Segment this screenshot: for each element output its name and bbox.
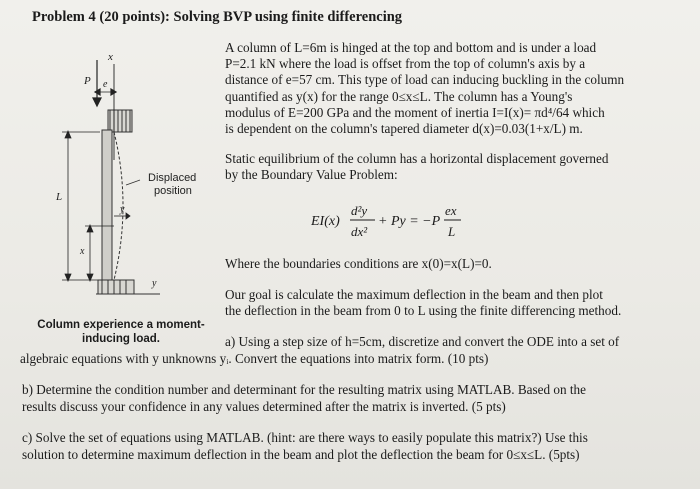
label-L: L [56,191,63,203]
intro-line: modulus of E=200 GPa and the moment of inertia I=I(x)= πd⁴/64 which [225,104,605,120]
label-position: position [154,185,192,197]
part-c-line: solution to determine maximum deflection in the beam and plot the deflection the beam for 0≤x≤L. (5pts) [22,446,580,462]
part-c-line: c) Solve the set of equations using MATLAB. (hint: are there ways to easily populate this matrix?) Use this [22,430,588,445]
caption-line: Column experience a moment- [37,319,205,331]
goal-text [225,287,675,319]
static-line: Static equilibrium of the column has a horizontal displacement governed [225,151,609,166]
intro-line: quantified as y(x) for the range 0≤x≤L. The column has a Young's [225,88,573,104]
intro-line: P=2.1 kN where the load is offset from the top of column's axis by a [225,56,586,72]
label-P: P [84,75,91,87]
top-support [108,110,132,132]
label-y-bottom: y [152,278,157,289]
label-y-mid: y [120,204,125,215]
bottom-support [96,280,160,294]
static-line: by the Boundary Value Problem: [225,167,398,183]
eq-frac-num: ex [445,203,457,218]
length-dimension [62,131,100,281]
eq-lhs: EI(x) [311,214,340,229]
label-displaced: Displaced [148,172,197,184]
label-e: e [103,79,108,90]
eq-denominator: dx² [351,224,368,239]
caption-line: inducing load. [82,333,160,345]
part-c [22,430,692,463]
goal-line: the deflection in the beam from 0 to L using the finite differencing method. [225,303,622,319]
eq-middle: + Py = −P [378,214,441,229]
part-a-line: a) Using a step size of h=5cm, discretize and convert the ODE into a set of [225,334,620,349]
column-body [102,130,112,280]
part-a-line: algebraic equations with y unknowns yᵢ. Convert the equations into matrix form. (10 pts) [20,351,489,366]
problem-title: Problem 4 (20 points): Solving BVP using finite differencing [32,9,403,25]
intro-line: is dependent on the column's tapered diameter d(x)=0.03(1+x/L) m. [225,121,583,137]
part-b-line: b) Determine the condition number and determinant for the resulting matrix using MATLAB. Based on the [22,382,587,397]
boundary-conditions: Where the boundaries conditions are x(0)=x(L)=0. [225,256,492,271]
eq-frac-den: L [448,224,456,239]
displaced-pointer [126,180,140,185]
column-diagram [40,40,230,310]
part-b [22,382,692,415]
bvp-equation [311,200,511,240]
label-x-low: x [80,246,85,257]
part-a [20,333,690,367]
label-x-top: x [108,51,113,63]
eq-numerator: d²y [351,203,368,218]
static-equilibrium-text [225,151,665,183]
intro-line: A column of L=6m is hinged at the top and bottom and is under a load [225,40,597,55]
goal-line: Our goal is calculate the maximum deflection in the beam and then plot [225,287,603,302]
intro-line: distance of e=57 cm. This type of load can inducing buckling in the column [225,72,625,88]
problem-intro [225,40,665,137]
part-b-line: results discuss your confidence in any values determined after the matrix is inverted. (5 pts) [22,398,506,414]
